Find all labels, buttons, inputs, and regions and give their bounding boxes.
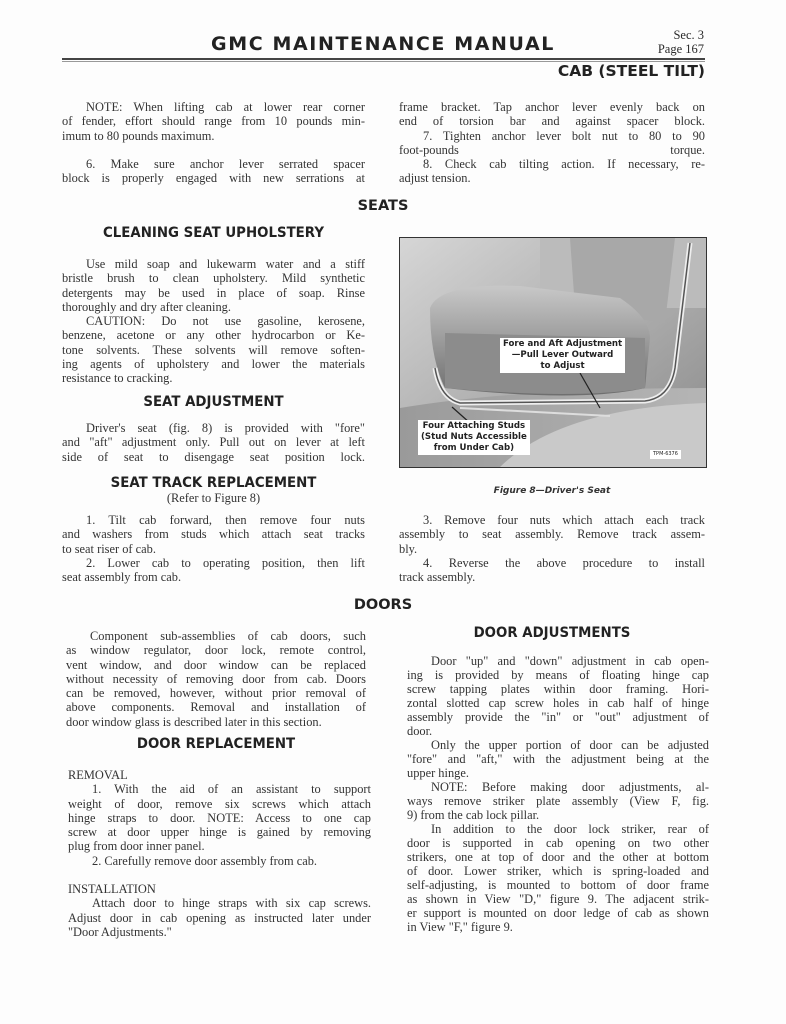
text-line: door. xyxy=(407,724,433,738)
text-line: door window glass is described later in this section. xyxy=(66,714,322,729)
callout-attaching-studs xyxy=(418,420,530,455)
text-line: benzene, acetone or any other hydrocarbon or Ke- xyxy=(62,328,365,343)
seat-track-heading: SEAT TRACK REPLACEMENT xyxy=(110,475,317,491)
seat-adjustment-heading: SEAT ADJUSTMENT xyxy=(143,394,284,410)
text-line: Component sub-assemblies of cab doors, such xyxy=(90,629,366,643)
text-line: 2. Carefully remove door assembly from cab. xyxy=(92,853,318,868)
door-adjustments-paragraph xyxy=(407,654,709,934)
text-line: "Door Adjustments." xyxy=(68,924,172,939)
drivers-seat-photo xyxy=(399,237,707,468)
note-paragraph xyxy=(62,100,365,143)
door-installation-section xyxy=(68,882,371,939)
text-line: tone solvents. These solvents will remove soften- xyxy=(62,342,365,357)
step-6-paragraph xyxy=(62,157,365,186)
seat-adjustment-paragraph xyxy=(62,421,365,464)
text-line: adjust tension. xyxy=(399,171,471,186)
text-line: hinge straps to door. NOTE: Access to one cap xyxy=(68,810,371,825)
text-line: and "aft" adjustment only. Pull out on lever at left xyxy=(62,435,365,450)
text-line: REMOVAL xyxy=(68,768,128,782)
text-line: screw at door upper hinge is gained by removing xyxy=(68,825,371,840)
text-line: 9) from the cab lock pillar. xyxy=(407,808,540,822)
text-line: Door "up" and "down" adjustment in cab open- xyxy=(431,654,709,668)
seat-track-reference: (Refer to Figure 8) xyxy=(166,491,261,505)
text-line: as window regulator, door lock, remote control, xyxy=(66,643,366,658)
text-line: above components. Removal and installation of xyxy=(66,700,366,715)
section-number: Sec. 3 xyxy=(673,28,704,42)
seat-track-steps-3-4 xyxy=(399,513,705,584)
cleaning-heading: CLEANING SEAT UPHOLSTERY xyxy=(102,225,325,241)
text-line: NOTE: Before making door adjustments, al- xyxy=(431,780,709,794)
photo-code: TPM-6376 xyxy=(650,450,681,459)
text-line: NOTE: When lifting cab at lower rear corner xyxy=(86,100,365,114)
text-line: of fender, effort should range from 10 pounds min- xyxy=(62,114,365,129)
text-line: track assembly. xyxy=(399,570,476,585)
text-line: Use mild soap and lukewarm water and a stiff xyxy=(86,257,365,271)
text-line: Attach door to hinge straps with six cap screws. xyxy=(92,896,371,911)
text-line: ways remove striker plate assembly (View F, fig. xyxy=(407,794,709,808)
text-line: can be removed, however, without prior removal of xyxy=(66,686,366,701)
text-line: frame bracket. Tap anchor lever evenly back on xyxy=(399,100,705,114)
text-line: CAUTION: Do not use gasoline, kerosene, xyxy=(86,314,365,329)
callout-line: Four Attaching Studs xyxy=(422,421,526,431)
text-line: 8. Check cab tilting action. If necessary, re- xyxy=(423,157,705,172)
text-line: 3. Remove four nuts which attach each track xyxy=(423,513,705,527)
text-line: as shown in View "D," figure 9. The adjacent strik- xyxy=(407,892,709,906)
page-number: Page 167 xyxy=(657,42,704,56)
text-line: assembly provide the "in" or "out" adjustment of xyxy=(407,710,709,724)
text-line: In addition to the door lock striker, rear of xyxy=(431,822,709,836)
text-line: strikers, one at top of door and the other at bottom xyxy=(407,850,709,864)
text-line: detergents may be used in place of soap. Rinse xyxy=(62,285,365,300)
seats-heading: SEATS xyxy=(357,198,409,214)
text-line: screw tapping plates within door framing. Hori- xyxy=(407,682,709,696)
doors-heading: DOORS xyxy=(353,597,413,613)
seat-track-steps-1-2 xyxy=(62,513,365,584)
text-line: end of torsion bar and against spacer block. xyxy=(399,114,705,129)
callout-line: (Stud Nuts Accessible xyxy=(421,432,527,442)
callout-fore-aft-adjustment xyxy=(500,338,625,373)
text-line: Adjust door in cab opening as instructed later under xyxy=(68,910,371,925)
text-line: Driver's seat (fig. 8) is provided with "fore" xyxy=(86,421,365,435)
text-line: ing is provided by means of floating hinge cap xyxy=(407,668,709,682)
text-line: bristle brush to clean upholstery. Mild synthetic xyxy=(62,271,365,286)
text-line: bly. xyxy=(399,541,418,556)
door-replacement-heading: DOOR REPLACEMENT xyxy=(136,736,296,752)
text-line: 2. Lower cab to operating position, then lift xyxy=(86,555,365,570)
text-line: assembly to seat assembly. Remove track assem- xyxy=(399,527,705,542)
figure-caption: Figure 8—Driver's Seat xyxy=(493,486,611,496)
text-line: door is supported in cab opening on two other xyxy=(407,836,709,850)
text-line: 4. Reverse the above procedure to install xyxy=(423,555,705,570)
text-line: side of seat to disengage seat position lock. xyxy=(62,449,365,464)
text-line: in View "F," figure 9. xyxy=(407,920,513,934)
text-line: without necessity of removing door from cab. Doors xyxy=(66,671,366,686)
callout-line: to Adjust xyxy=(540,361,585,371)
text-line: imum to 80 pounds maximum. xyxy=(62,128,215,143)
text-line: of door. Lower striker, which is spring-loaded and xyxy=(407,864,709,878)
text-line: block is properly engaged with new serrations at xyxy=(62,171,365,186)
text-line: zontal slotted cap screw holes in cab half of hinge xyxy=(407,696,709,710)
cleaning-paragraph xyxy=(62,257,365,386)
text-line: vent window, and door window can be replaced xyxy=(66,657,366,672)
text-line: ing agents of upholstery and lower the materials xyxy=(62,357,365,372)
text-line: plug from door inner panel. xyxy=(68,839,205,854)
text-line: "fore" and "aft," with the adjustment being at the xyxy=(407,752,709,766)
callout-line: Fore and Aft Adjustment xyxy=(503,339,623,349)
chapter-title: CAB (STEEL TILT) xyxy=(557,62,705,80)
page-reference xyxy=(658,28,704,56)
text-line: upper hinge. xyxy=(407,766,469,780)
text-line: 7. Tighten anchor lever bolt nut to 80 to 90 xyxy=(423,128,705,143)
text-line: foot-pounds torque. xyxy=(399,142,705,157)
text-line: Only the upper portion of door can be adjusted xyxy=(431,738,709,752)
text-line: 1. Tilt cab forward, then remove four nuts xyxy=(86,513,365,527)
text-line: to seat riser of cab. xyxy=(62,541,156,556)
text-line: 6. Make sure anchor lever serrated spacer xyxy=(86,157,365,171)
door-removal-section xyxy=(68,768,371,868)
text-line: INSTALLATION xyxy=(68,882,156,896)
text-line: self-adjusting, is mounted to bottom of door frame xyxy=(407,878,709,892)
doors-intro-paragraph xyxy=(66,629,366,729)
steps-7-8-paragraph xyxy=(399,100,705,186)
door-adjustments-heading: DOOR ADJUSTMENTS xyxy=(473,625,631,641)
text-line: 1. With the aid of an assistant to support xyxy=(92,782,371,797)
text-line: weight of door, remove six screws which attach xyxy=(68,796,371,811)
callout-line: —Pull Lever Outward xyxy=(511,350,614,360)
text-line: resistance to cracking. xyxy=(62,371,173,386)
text-line: thoroughly and dry after cleaning. xyxy=(62,299,231,314)
header-rule xyxy=(62,58,705,60)
manual-title: GMC MAINTENANCE MANUAL xyxy=(211,33,555,55)
text-line: and washers from studs which attach seat tracks xyxy=(62,527,365,542)
text-line: er support is mounted on door ledge of cab as shown xyxy=(407,906,709,920)
text-line: seat assembly from cab. xyxy=(62,570,182,585)
callout-line: from Under Cab) xyxy=(433,443,515,453)
